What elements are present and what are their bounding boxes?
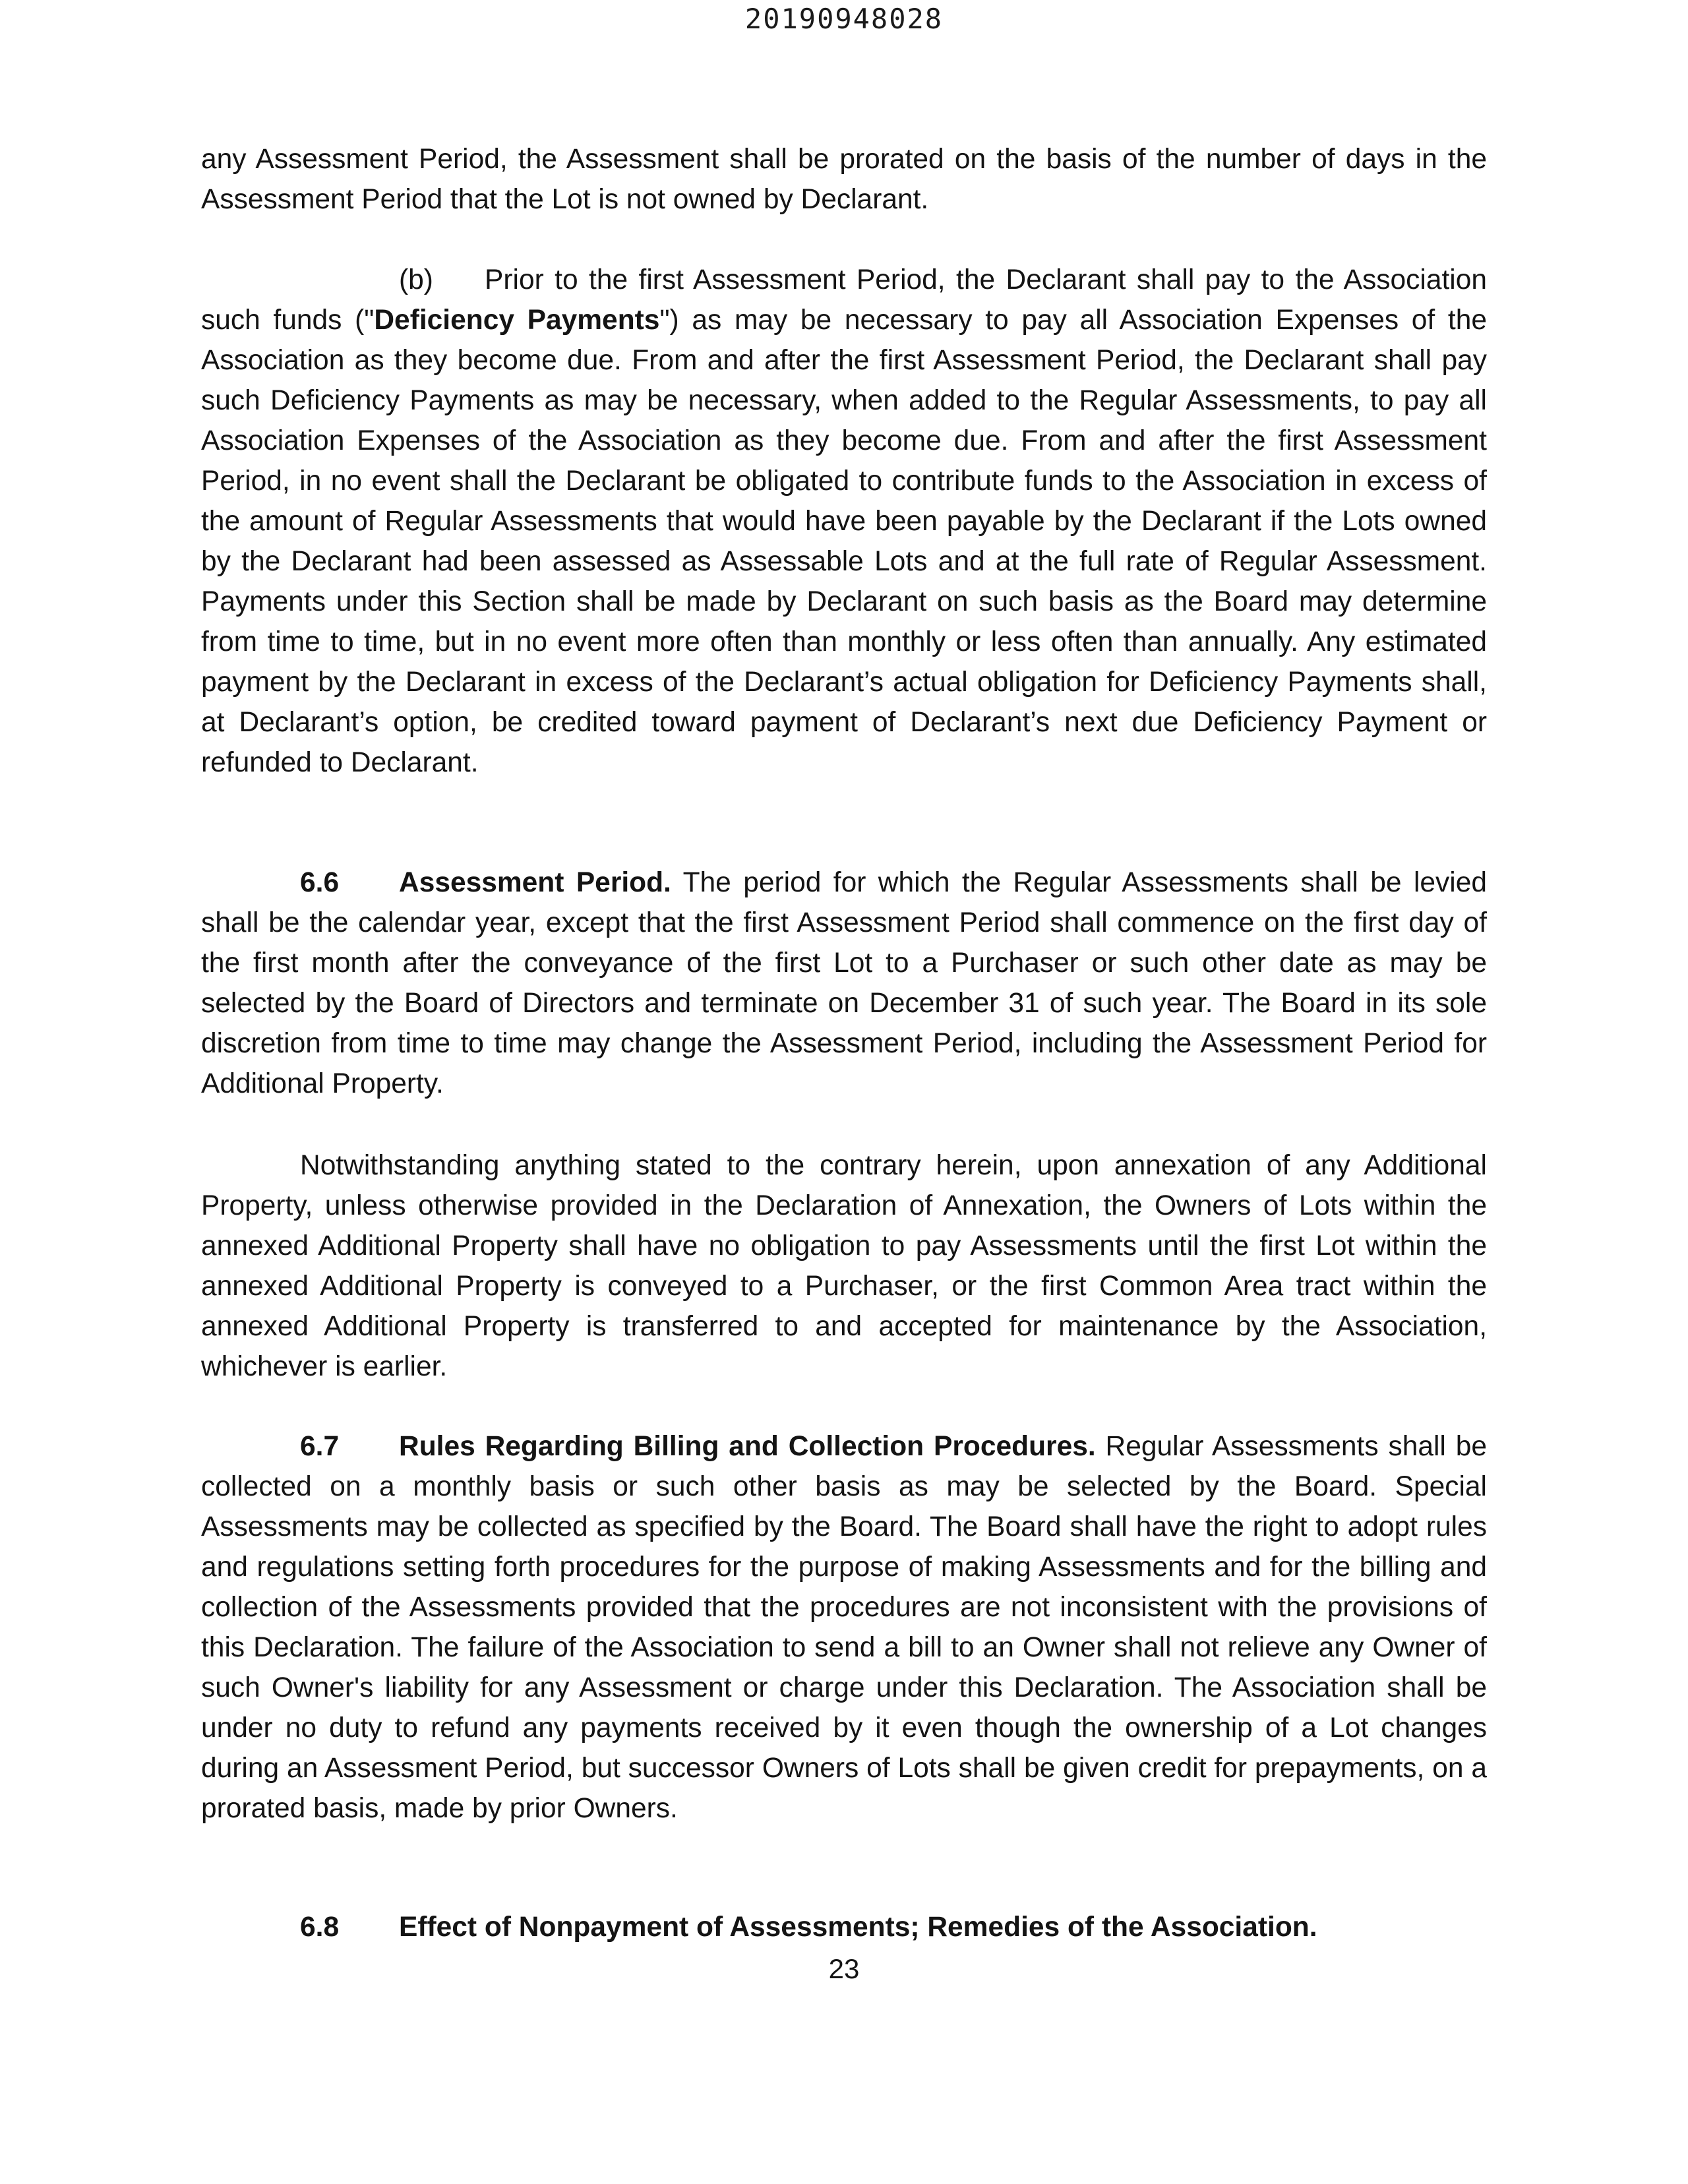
paragraph-annexation: [201, 1145, 1487, 1387]
section-6-6: [201, 863, 1487, 1104]
section-6-8: [300, 1907, 1317, 1947]
section-heading: Rules Regarding Billing and Collection Procedures.: [399, 1431, 1096, 1462]
section-number: 6.8: [300, 1912, 340, 1943]
page-number: 23: [828, 1953, 860, 1984]
section-heading: Effect of Nonpayment of Assessments; Remedies of the Association.: [399, 1912, 1317, 1943]
document-number: 20190948028: [744, 3, 944, 35]
paragraph-b: [201, 260, 1487, 783]
section-heading: Assessment Period.: [399, 867, 671, 898]
subsection-label: (b): [399, 264, 433, 295]
section-text: The period for which the Regular Assessments shall be levied shall be the calendar year, except that the first Assessment Period shall commence on the first day of the first month after the conveyance of the first Lot to a Purchaser or such other date as may be selected by the Board of Directors and terminate on December 31 of such year. The Board in its sole discretion from time to time may change the Assessment Period, including the Assessment Period for Additional Property.: [201, 867, 1487, 1099]
defined-term: Deficiency Payments: [374, 305, 660, 336]
paragraph-text-start: Prior to the first Assessment Period, the Declarant shall pay to the Association such funds (": [201, 264, 1487, 336]
section-text: Regular Assessments shall be collected on a monthly basis or such other basis as may be selected by the Board. Special Assessments may be collected as specified by the Board. The Board shall have the right to adopt rules and regulations setting forth procedures for the purpose of making Assessments and for the billing and collection of the Assessments provided that the procedures are not inconsistent with the provisions of this Declaration. The failure of the Association to send a bill to an Owner shall not relieve any Owner of such Owner's liability for any Assessment or charge under this Declaration. The Association shall be under no duty to refund any payments received by it even though the ownership of a Lot changes during an Assessment Period, but successor Owners of Lots shall be given credit for prepayments, on a prorated basis, made by prior Owners.: [201, 1431, 1487, 1824]
paragraph-text: any Assessment Period, the Assessment shall be prorated on the basis of the number of days in the Assessment Period that the Lot is not owned by Declarant.: [201, 144, 1487, 215]
paragraph-text-rest: ") as may be necessary to pay all Association Expenses of the Association as they become due. From and after the first Assessment Period, the Declarant shall pay such Deficiency Payments as may be necessary, when added to the Regular Assessments, to pay all Association Expenses of the Association as they become due. From and after the first Assessment Period, in no event shall the Declarant be obligated to contribute funds to the Association in excess of the amount of Regular Assessments that would have been payable by the Declarant if the Lots owned by the Declarant had been assessed as Assessable Lots and at the full rate of Regular Assessment. Payments under this Section shall be made by Declarant on such basis as the Board may determine from time to time, but in no event more often than monthly or less often than annually. Any estimated payment by the Declarant in excess of the Declarant’s actual obligation for Deficiency Payments shall, at Declarant’s option, be credited toward payment of Declarant’s next due Deficiency Payment or refunded to Declarant.: [201, 305, 1487, 778]
paragraph-text: Notwithstanding anything stated to the contrary herein, upon annexation of any Additional Property, unless otherwise provided in the Declaration of Annexation, the Owners of Lots within the annexed Additional Property shall have no obligation to pay Assessments until the first Lot within the annexed Additional Property is conveyed to a Purchaser, or the first Common Area tract within the annexed Additional Property is transferred to and accepted for maintenance by the Association, whichever is earlier.: [201, 1150, 1487, 1382]
section-number: 6.6: [300, 867, 340, 898]
paragraph-continuation: [201, 139, 1487, 220]
section-6-7: [201, 1426, 1487, 1829]
section-number: 6.7: [300, 1431, 340, 1462]
